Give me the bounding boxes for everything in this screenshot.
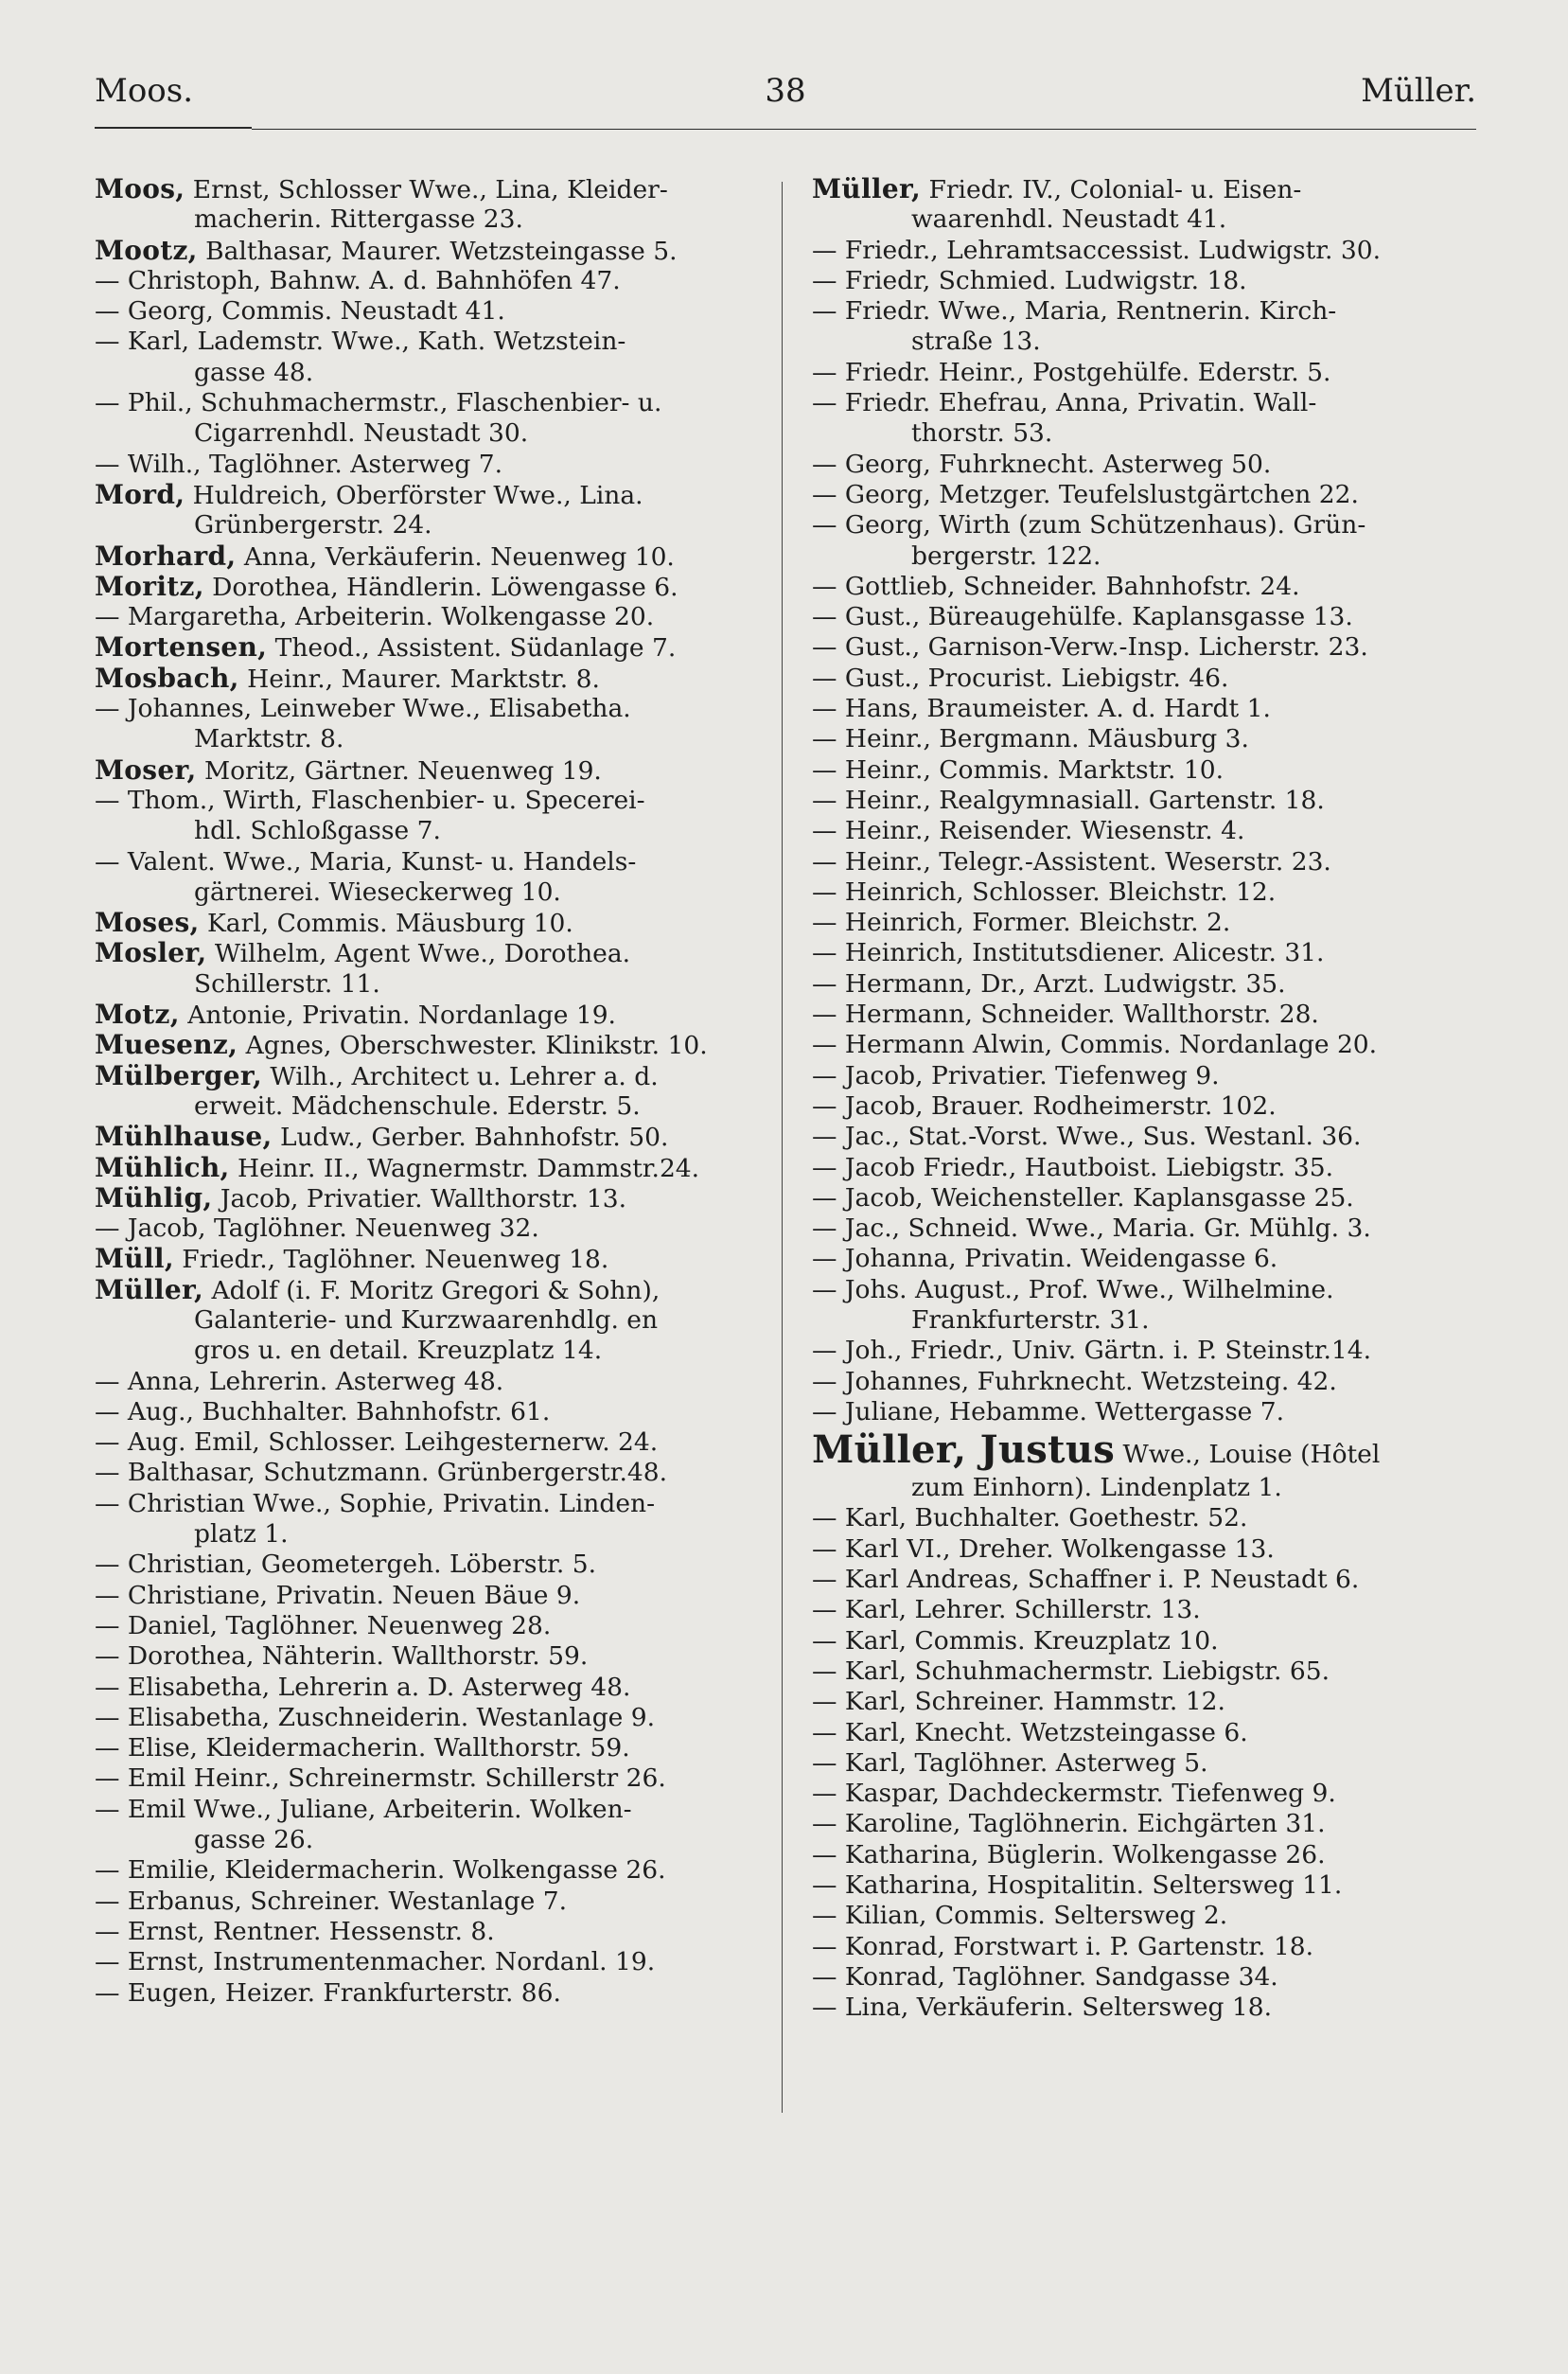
entry-text: Wilh., Architect u. Lehrer a. d. bbox=[262, 1061, 659, 1091]
running-head-right: Müller. bbox=[1361, 72, 1476, 110]
directory-entry-line bbox=[812, 1840, 1486, 1870]
entry-text: Karl, Commis. Mäusburg 10. bbox=[199, 909, 573, 939]
entry-text: — Heinr., Bergmann. Mäusburg 3. bbox=[812, 724, 1249, 754]
directory-entry-line bbox=[812, 1626, 1486, 1656]
entry-text: — Thom., Wirth, Flaschenbier- u. Specerei- bbox=[95, 785, 645, 815]
directory-entry-line bbox=[95, 1489, 768, 1519]
entry-text: Heinr., Maurer. Marktstr. 8. bbox=[238, 664, 600, 694]
directory-entry-line bbox=[812, 1367, 1486, 1397]
entry-text: — Heinrich, Schlosser. Bleichstr. 12. bbox=[812, 877, 1277, 907]
entry-text: bergerstr. 122. bbox=[911, 540, 1101, 571]
entry-surname: Moos, bbox=[95, 174, 185, 204]
entry-text: — Katharina, Hospitalitin. Seltersweg 11. bbox=[812, 1870, 1343, 1901]
entry-surname: Moritz, bbox=[95, 571, 204, 602]
directory-entry-line bbox=[95, 1703, 768, 1733]
directory-entry-line bbox=[95, 1091, 768, 1122]
directory-entry-line bbox=[812, 1244, 1486, 1274]
directory-entry-line bbox=[95, 1825, 768, 1855]
directory-entry-line bbox=[95, 1855, 768, 1886]
entry-text: gasse 48. bbox=[194, 357, 314, 387]
entry-text: — Johannes, Leinweber Wwe., Elisabetha. bbox=[95, 694, 631, 724]
directory-entry-line bbox=[812, 1030, 1486, 1060]
entry-text: — Jacob, Weichensteller. Kaplansgasse 25. bbox=[812, 1182, 1354, 1213]
directory-entry-line bbox=[95, 694, 768, 724]
entry-text: — Erbanus, Schreiner. Westanlage 7. bbox=[95, 1886, 568, 1916]
directory-entry-line bbox=[95, 572, 768, 602]
entry-surname: Müller, bbox=[95, 1274, 204, 1305]
directory-entry-line bbox=[812, 450, 1486, 480]
directory-entry-line bbox=[95, 1519, 768, 1550]
directory-entry-line bbox=[812, 1122, 1486, 1152]
entry-text: gasse 26. bbox=[194, 1825, 314, 1855]
directory-entry-line bbox=[95, 1244, 768, 1274]
entry-text: Jacob, Privatier. Wallthorstr. 13. bbox=[212, 1183, 627, 1214]
directory-entry-line bbox=[812, 938, 1486, 968]
entry-text: — Aug., Buchhalter. Bahnhofstr. 61. bbox=[95, 1396, 551, 1426]
directory-entry-line bbox=[95, 1550, 768, 1580]
entry-text: — Elise, Kleidermacherin. Wallthorstr. 59. bbox=[95, 1733, 630, 1763]
entry-surname: Müller, bbox=[812, 174, 922, 204]
directory-entry-line bbox=[95, 1427, 768, 1458]
entry-text: — Jacob, Taglöhner. Neuenweg 32. bbox=[95, 1214, 539, 1244]
directory-entry-line bbox=[95, 1641, 768, 1672]
directory-entry-line bbox=[812, 1183, 1486, 1214]
entry-text: — Christian Wwe., Sophie, Privatin. Linden- bbox=[95, 1488, 656, 1518]
entry-text: — Friedr, Schmied. Ludwigstr. 18. bbox=[812, 265, 1247, 295]
entry-text: — Christian, Geometergeh. Löberstr. 5. bbox=[95, 1550, 597, 1580]
directory-entry-line bbox=[95, 266, 768, 296]
entry-text: — Anna, Lehrerin. Asterweg 48. bbox=[95, 1366, 504, 1396]
directory-entry-line bbox=[95, 1122, 768, 1152]
entry-surname: Mühlhause, bbox=[95, 1122, 273, 1153]
entry-text: Friedr., Taglöhner. Neuenweg 18. bbox=[173, 1245, 609, 1275]
directory-entry-line bbox=[95, 664, 768, 694]
entry-text: Theod., Assistent. Südanlage 7. bbox=[267, 633, 677, 664]
directory-entry-line bbox=[812, 847, 1486, 877]
entry-text: Cigarrenhdl. Neustadt 30. bbox=[194, 418, 529, 449]
entry-text: platz 1. bbox=[194, 1519, 289, 1550]
entry-text: — Karl, Buchhalter. Goethestr. 52. bbox=[812, 1503, 1248, 1533]
directory-entry-line bbox=[812, 1534, 1486, 1565]
entry-text: — Heinrich, Former. Bleichstr. 2. bbox=[812, 908, 1231, 938]
entry-text: — Wilh., Taglöhner. Asterweg 7. bbox=[95, 449, 502, 479]
directory-entry-line bbox=[812, 1687, 1486, 1717]
directory-column-right bbox=[812, 174, 1486, 2024]
directory-entry-line bbox=[812, 1503, 1486, 1533]
entry-text: — Karl, Taglöhner. Asterweg 5. bbox=[812, 1747, 1208, 1778]
header-rule-short bbox=[95, 127, 252, 129]
entry-text: — Karl, Lehrer. Schillerstr. 13. bbox=[812, 1595, 1201, 1625]
entry-text: Agnes, Oberschwester. Klinikstr. 10. bbox=[238, 1031, 708, 1061]
entry-surname: Moser, bbox=[95, 754, 197, 786]
directory-entry-line bbox=[95, 1611, 768, 1641]
entry-text: — Ernst, Rentner. Hessenstr. 8. bbox=[95, 1916, 495, 1946]
directory-entry-line bbox=[95, 174, 768, 204]
entry-text: — Hermann, Dr., Arzt. Ludwigstr. 35. bbox=[812, 968, 1286, 999]
directory-entry-line bbox=[812, 1993, 1486, 2023]
entry-text: — Aug. Emil, Schlosser. Leihgesternerw. 24. bbox=[95, 1427, 659, 1458]
directory-entry-line bbox=[812, 664, 1486, 694]
directory-entry-line bbox=[812, 724, 1486, 754]
entry-text: — Margaretha, Arbeiterin. Wolkengasse 20. bbox=[95, 602, 655, 632]
entry-text: — Johanna, Privatin. Weidengasse 6. bbox=[812, 1244, 1278, 1274]
entry-text: gärtnerei. Wieseckerweg 10. bbox=[194, 877, 561, 907]
entry-text: — Christiane, Privatin. Neuen Bäue 9. bbox=[95, 1580, 581, 1610]
entry-text: Moritz, Gärtner. Neuenweg 19. bbox=[196, 755, 602, 786]
entry-text: — Karl, Schreiner. Hammstr. 12. bbox=[812, 1687, 1225, 1717]
entry-text: — Jacob Friedr., Hautboist. Liebigstr. 35. bbox=[812, 1152, 1334, 1182]
entry-text: — Karl Andreas, Schaffner i. P. Neustadt 6. bbox=[812, 1565, 1360, 1595]
directory-entry-line bbox=[812, 755, 1486, 786]
entry-text: — Hermann, Schneider. Wallthorstr. 28. bbox=[812, 1000, 1319, 1030]
entry-text: Anna, Verkäuferin. Neuenweg 10. bbox=[236, 541, 675, 572]
directory-entry-line bbox=[95, 1397, 768, 1427]
directory-entry-line bbox=[812, 1000, 1486, 1030]
header-rule bbox=[252, 129, 1476, 130]
directory-entry-line bbox=[812, 1748, 1486, 1779]
entry-text: straße 13. bbox=[911, 327, 1041, 357]
entry-text: — Heinrich, Institutsdiener. Alicestr. 31. bbox=[812, 938, 1325, 968]
directory-entry-line bbox=[95, 1917, 768, 1947]
entry-text: — Kilian, Commis. Seltersweg 2. bbox=[812, 1901, 1228, 1931]
entry-text: — Jacob, Privatier. Tiefenweg 9. bbox=[812, 1060, 1220, 1090]
directory-entry-line bbox=[95, 480, 768, 510]
entry-text: — Johs. August., Prof. Wwe., Wilhelmine. bbox=[812, 1274, 1334, 1304]
entry-text: — Jac., Schneid. Wwe., Maria. Gr. Mühlg. 3. bbox=[812, 1214, 1371, 1244]
entry-surname: Mootz, bbox=[95, 235, 198, 266]
directory-entry-line bbox=[95, 1581, 768, 1611]
directory-entry-line bbox=[812, 1336, 1486, 1366]
directory-entry-line bbox=[95, 1795, 768, 1825]
directory-entry-line bbox=[812, 694, 1486, 724]
directory-entry-line bbox=[95, 1214, 768, 1244]
entry-text: Galanterie- und Kurzwaarenhdlg. en bbox=[194, 1304, 659, 1335]
directory-entry-line bbox=[812, 327, 1486, 357]
entry-text: — Dorothea, Nähterin. Wallthorstr. 59. bbox=[95, 1641, 589, 1672]
entry-text: Balthasar, Maurer. Wetzsteingasse 5. bbox=[197, 236, 678, 266]
directory-entry-line bbox=[812, 1061, 1486, 1091]
directory-entry-line bbox=[95, 816, 768, 846]
entry-text: — Elisabetha, Lehrerin a. D. Asterweg 48. bbox=[95, 1672, 631, 1702]
entry-text: Ludw., Gerber. Bahnhofstr. 50. bbox=[272, 1123, 669, 1153]
entry-text: — Heinr., Commis. Marktstr. 10. bbox=[812, 754, 1224, 785]
directory-entry-line bbox=[812, 1275, 1486, 1305]
entry-text: Antonie, Privatin. Nordanlage 19. bbox=[179, 1001, 616, 1031]
entry-text: — Karl, Schuhmachermstr. Liebigstr. 65. bbox=[812, 1656, 1330, 1686]
directory-entry-line bbox=[95, 755, 768, 786]
entry-surname: Moses, bbox=[95, 908, 200, 939]
entry-text: waarenhdl. Neustadt 41. bbox=[911, 204, 1227, 235]
entry-text: — Katharina, Büglerin. Wolkengasse 26. bbox=[812, 1839, 1326, 1869]
directory-entry-line bbox=[812, 1305, 1486, 1336]
directory-entry-line bbox=[95, 908, 768, 938]
entry-text: — Gust., Garnison-Verw.-Insp. Licherstr. 23. bbox=[812, 632, 1368, 663]
entry-text: — Karl, Commis. Kreuzplatz 10. bbox=[812, 1625, 1219, 1656]
entry-text: — Georg, Fuhrknecht. Asterweg 50. bbox=[812, 449, 1272, 479]
entry-surname: Mortensen, bbox=[95, 632, 268, 664]
entry-text: — Friedr. Ehefrau, Anna, Privatin. Wall- bbox=[812, 388, 1317, 418]
entry-text: thorstr. 53. bbox=[911, 418, 1053, 449]
directory-entry-line bbox=[812, 908, 1486, 938]
running-head-left: Moos. bbox=[95, 72, 194, 110]
directory-entry-line bbox=[812, 1779, 1486, 1809]
entry-text: — Heinr., Telegr.-Assistent. Weserstr. 23. bbox=[812, 846, 1331, 877]
entry-text: Adolf (i. F. Moritz Gregori & Sohn), bbox=[203, 1275, 661, 1305]
directory-entry-line bbox=[95, 724, 768, 754]
entry-text: — Konrad, Forstwart i. P. Gartenstr. 18. bbox=[812, 1931, 1313, 1961]
directory-entry-line bbox=[812, 266, 1486, 296]
entry-text: — Johannes, Fuhrknecht. Wetzsteing. 42. bbox=[812, 1366, 1337, 1396]
entry-text: — Balthasar, Schutzmann. Grünbergerstr.48. bbox=[95, 1458, 668, 1488]
entry-text: Marktstr. 8. bbox=[194, 724, 344, 754]
entry-text: — Karoline, Taglöhnerin. Eichgärten 31. bbox=[812, 1809, 1326, 1839]
entry-text: — Christoph, Bahnw. A. d. Bahnhöfen 47. bbox=[95, 265, 621, 295]
directory-entry-line bbox=[95, 1733, 768, 1763]
directory-entry-line bbox=[812, 1565, 1486, 1595]
directory-entry-line bbox=[812, 1473, 1486, 1503]
entry-text: — Georg, Commis. Neustadt 41. bbox=[95, 296, 505, 327]
directory-entry-line bbox=[812, 1962, 1486, 1993]
entry-text: — Elisabetha, Zuschneiderin. Westanlage 9. bbox=[95, 1702, 656, 1732]
entry-text: — Georg, Wirth (zum Schützenhaus). Grün- bbox=[812, 510, 1366, 540]
entry-surname: Mosbach, bbox=[95, 663, 239, 694]
directory-entry-line bbox=[812, 1427, 1486, 1473]
directory-entry-line bbox=[95, 1183, 768, 1214]
directory-entry-line bbox=[812, 296, 1486, 327]
directory-entry-line bbox=[812, 1718, 1486, 1748]
directory-entry-line bbox=[812, 418, 1486, 449]
directory-entry-line bbox=[95, 969, 768, 1000]
directory-entry-line bbox=[95, 1978, 768, 2009]
directory-entry-line bbox=[812, 602, 1486, 632]
entry-text: Grünbergerstr. 24. bbox=[194, 510, 432, 540]
directory-entry-line bbox=[95, 1458, 768, 1488]
entry-text: — Friedr., Lehramtsaccessist. Ludwigstr. 30. bbox=[812, 235, 1381, 265]
entry-text: — Karl, Lademstr. Wwe., Kath. Wetzstein- bbox=[95, 327, 626, 357]
entry-text: — Konrad, Taglöhner. Sandgasse 34. bbox=[812, 1961, 1278, 1992]
column-divider bbox=[782, 182, 783, 2113]
entry-text: — Gottlieb, Schneider. Bahnhofstr. 24. bbox=[812, 571, 1300, 601]
directory-entry-line bbox=[812, 358, 1486, 388]
entry-text: — Valent. Wwe., Maria, Kunst- u. Handels- bbox=[95, 846, 637, 877]
directory-entry-line bbox=[95, 1061, 768, 1091]
directory-entry-line bbox=[812, 510, 1486, 540]
entry-text: — Eugen, Heizer. Frankfurterstr. 86. bbox=[95, 1977, 561, 2008]
entry-text: — Gust., Procurist. Liebigstr. 46. bbox=[812, 663, 1229, 693]
entry-surname: Motz, bbox=[95, 1000, 180, 1031]
entry-text: — Friedr. Wwe., Maria, Rentnerin. Kirch- bbox=[812, 296, 1337, 327]
directory-entry-line bbox=[812, 204, 1486, 235]
entry-text: — Friedr. Heinr., Postgehülfe. Ederstr. 5. bbox=[812, 357, 1331, 387]
directory-entry-line bbox=[812, 1091, 1486, 1122]
entry-text: — Ernst, Instrumentenmacher. Nordanl. 19. bbox=[95, 1947, 656, 1977]
entry-text: — Karl VI., Dreher. Wolkengasse 13. bbox=[812, 1533, 1275, 1564]
directory-entry-line bbox=[812, 388, 1486, 418]
entry-text: — Juliane, Hebamme. Wettergasse 7. bbox=[812, 1396, 1285, 1426]
entry-text: — Hans, Braumeister. A. d. Hardt 1. bbox=[812, 694, 1271, 724]
directory-entry-line bbox=[812, 174, 1486, 204]
directory-entry-line bbox=[95, 204, 768, 235]
directory-entry-line bbox=[812, 480, 1486, 510]
page-number: 38 bbox=[765, 72, 806, 110]
directory-entry-line bbox=[95, 786, 768, 816]
directory-entry-line bbox=[812, 1214, 1486, 1244]
entry-surname: Mülberger, bbox=[95, 1060, 262, 1091]
directory-entry-line bbox=[95, 1153, 768, 1183]
entry-surname: Mord, bbox=[95, 479, 185, 510]
page-header bbox=[95, 72, 1476, 133]
directory-entry-line bbox=[95, 1336, 768, 1366]
directory-entry-line bbox=[95, 847, 768, 877]
entry-text: — Phil., Schuhmachermstr., Flaschenbier- u. bbox=[95, 388, 662, 418]
entry-text: — Jac., Stat.-Vorst. Wwe., Sus. Westanl. 36. bbox=[812, 1122, 1362, 1152]
entry-surname: Muesenz, bbox=[95, 1030, 238, 1061]
entry-text: — Emil Heinr., Schreinermstr. Schillerstr 26. bbox=[95, 1763, 666, 1794]
entry-text: — Emilie, Kleidermacherin. Wolkengasse 26. bbox=[95, 1855, 666, 1886]
directory-entry-line bbox=[812, 786, 1486, 816]
directory-entry-line bbox=[812, 1809, 1486, 1839]
entry-text: — Gust., Büreaugehülfe. Kaplansgasse 13. bbox=[812, 602, 1353, 632]
directory-entry-line bbox=[95, 1947, 768, 1977]
directory-entry-line bbox=[812, 969, 1486, 1000]
directory-entry-line bbox=[95, 1367, 768, 1397]
directory-entry-line bbox=[95, 541, 768, 572]
directory-entry-line bbox=[95, 450, 768, 480]
directory-entry-line bbox=[95, 510, 768, 540]
entry-text: Wwe., Louise (Hôtel bbox=[1115, 1440, 1381, 1470]
directory-entry-line bbox=[812, 632, 1486, 663]
entry-surname: Müller, Justus bbox=[812, 1427, 1116, 1473]
entry-text: — Karl, Knecht. Wetzsteingasse 6. bbox=[812, 1717, 1248, 1747]
directory-entry-line bbox=[812, 816, 1486, 846]
directory-entry-line bbox=[95, 1887, 768, 1917]
entry-text: — Heinr., Reisender. Wiesenstr. 4. bbox=[812, 816, 1245, 846]
directory-entry-line bbox=[95, 418, 768, 449]
directory-entry-line bbox=[95, 877, 768, 908]
entry-text: — Emil Wwe., Juliane, Arbeiterin. Wolken- bbox=[95, 1794, 632, 1824]
entry-text: — Daniel, Taglöhner. Neuenweg 28. bbox=[95, 1610, 552, 1640]
directory-column-left bbox=[95, 174, 768, 2009]
directory-entry-line bbox=[95, 1673, 768, 1703]
directory-entry-line bbox=[95, 1305, 768, 1336]
entry-text: erweit. Mädchenschule. Ederstr. 5. bbox=[194, 1090, 641, 1121]
entry-text: macherin. Rittergasse 23. bbox=[194, 204, 523, 235]
entry-text: Dorothea, Händlerin. Löwengasse 6. bbox=[203, 572, 678, 602]
directory-entry-line bbox=[812, 541, 1486, 572]
entry-text: Schillerstr. 11. bbox=[194, 968, 380, 999]
directory-entry-line bbox=[95, 632, 768, 663]
entry-surname: Mühlich, bbox=[95, 1152, 230, 1183]
directory-entry-line bbox=[95, 1030, 768, 1060]
entry-text: — Georg, Metzger. Teufelslustgärtchen 22. bbox=[812, 479, 1359, 509]
entry-text: gros u. en detail. Kreuzplatz 14. bbox=[194, 1336, 603, 1366]
entry-text: — Hermann Alwin, Commis. Nordanlage 20. bbox=[812, 1030, 1378, 1060]
entry-text: — Heinr., Realgymnasiall. Gartenstr. 18. bbox=[812, 785, 1325, 815]
directory-entry-line bbox=[95, 327, 768, 357]
directory-entry-line bbox=[95, 1000, 768, 1030]
directory-entry-line bbox=[95, 296, 768, 327]
directory-entry-line bbox=[812, 877, 1486, 908]
entry-text: — Lina, Verkäuferin. Seltersweg 18. bbox=[812, 1993, 1273, 2023]
entry-text: — Jacob, Brauer. Rodheimerstr. 102. bbox=[812, 1090, 1277, 1121]
directory-entry-line bbox=[812, 1153, 1486, 1183]
entry-surname: Morhard, bbox=[95, 540, 237, 572]
directory-entry-line bbox=[95, 236, 768, 266]
directory-entry-line bbox=[812, 1901, 1486, 1931]
directory-entry-line bbox=[95, 602, 768, 632]
entry-text: Huldreich, Oberförster Wwe., Lina. bbox=[185, 480, 643, 510]
directory-entry-line bbox=[812, 1397, 1486, 1427]
entry-text: — Joh., Friedr., Univ. Gärtn. i. P. Steinstr.14. bbox=[812, 1336, 1372, 1366]
entry-text: — Kaspar, Dachdeckermstr. Tiefenweg 9. bbox=[812, 1779, 1336, 1809]
directory-entry-line bbox=[812, 1595, 1486, 1625]
directory-entry-line bbox=[95, 938, 768, 968]
entry-text: hdl. Schloßgasse 7. bbox=[194, 816, 441, 846]
entry-text: Friedr. IV., Colonial- u. Eisen- bbox=[921, 175, 1302, 204]
entry-text: Wilhelm, Agent Wwe., Dorothea. bbox=[206, 939, 631, 969]
directory-entry-line bbox=[812, 1870, 1486, 1901]
directory-entry-line bbox=[95, 1763, 768, 1794]
directory-entry-line bbox=[95, 1275, 768, 1305]
entry-text: Heinr. II., Wagnermstr. Dammstr.24. bbox=[229, 1153, 700, 1183]
entry-surname: Mühlig, bbox=[95, 1182, 213, 1214]
directory-entry-line bbox=[95, 388, 768, 418]
entry-text: zum Einhorn). Lindenplatz 1. bbox=[911, 1473, 1282, 1503]
entry-text: Frankfurterstr. 31. bbox=[911, 1304, 1150, 1335]
directory-entry-line bbox=[812, 1932, 1486, 1962]
entry-surname: Mosler, bbox=[95, 938, 207, 969]
directory-entry-line bbox=[812, 1656, 1486, 1687]
directory-entry-line bbox=[812, 572, 1486, 602]
entry-text: Ernst, Schlosser Wwe., Lina, Kleider- bbox=[185, 175, 668, 204]
directory-entry-line bbox=[95, 358, 768, 388]
entry-surname: Müll, bbox=[95, 1244, 174, 1275]
directory-entry-line bbox=[812, 236, 1486, 266]
